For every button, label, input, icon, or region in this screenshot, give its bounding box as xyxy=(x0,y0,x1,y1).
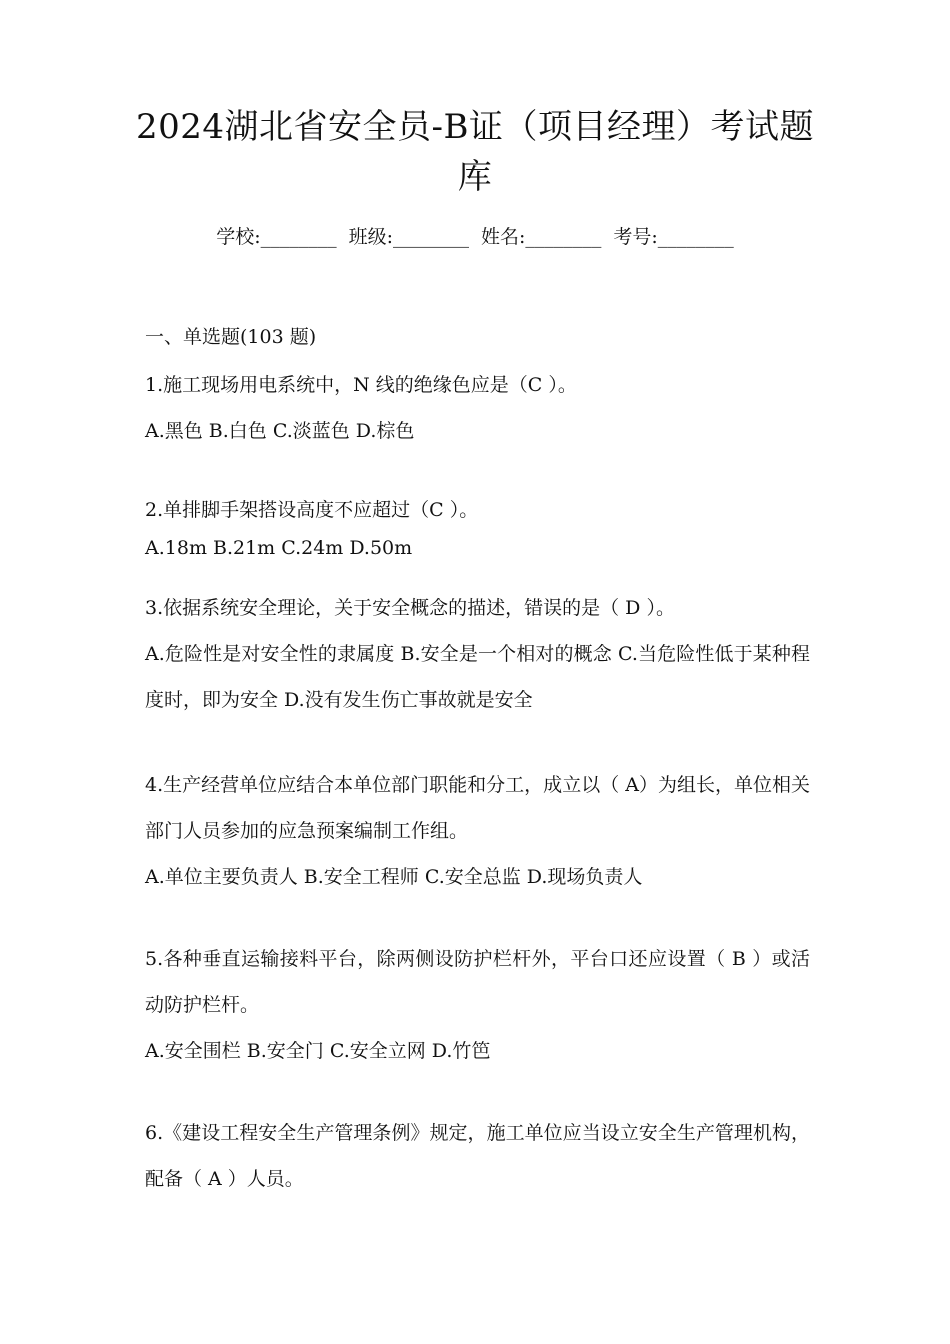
question-stem: 2.单排脚手架搭设高度不应超过（C ）。 xyxy=(145,499,479,521)
question-5 xyxy=(145,936,810,1074)
question-stem: 4.生产经营单位应结合本单位部门职能和分工，成立以（ A）为组长，单位相关部门人员参加的应急预案编制工作组。 xyxy=(145,774,810,842)
question-stem: 5.各种垂直运输接料平台，除两侧设防护栏杆外，平台口还应设置（ B ）或活动防护栏杆。 xyxy=(145,948,810,1016)
section-heading: 一、单选题(103 题) xyxy=(145,326,317,348)
question-3 xyxy=(145,585,810,723)
question-options: A.18m B.21m C.24m D.50m xyxy=(145,537,413,559)
name-field: 姓名:________ xyxy=(481,226,602,248)
question-options: A.危险性是对安全性的隶属度 B.安全是一个相对的概念 C.当危险性低于某种程度时，即为安全 D.没有发生伤亡事故就是安全 xyxy=(145,643,810,711)
question-2 xyxy=(145,487,810,563)
question-options: A.单位主要负责人 B.安全工程师 C.安全总监 D.现场负责人 xyxy=(145,866,643,888)
question-stem: 6.《建设工程安全生产管理条例》规定，施工单位应当设立安全生产管理机构，配备（ A ）人员。 xyxy=(145,1122,810,1190)
class-field: 班级:________ xyxy=(348,226,469,248)
question-4 xyxy=(145,762,810,900)
school-field: 学校:________ xyxy=(216,226,337,248)
question-options: A.安全围栏 B.安全门 C.安全立网 D.竹笆 xyxy=(145,1040,491,1062)
question-stem: 3.依据系统安全理论，关于安全概念的描述，错误的是（ D ）。 xyxy=(145,597,675,619)
student-info-line xyxy=(0,222,950,249)
question-6 xyxy=(145,1110,810,1202)
question-stem: 1.施工现场用电系统中，N 线的绝缘色应是（C ）。 xyxy=(145,374,577,396)
question-1 xyxy=(145,362,810,454)
exam-number-field: 考号:________ xyxy=(613,226,734,248)
document-title: 2024湖北省安全员-B证（项目经理）考试题库 xyxy=(136,107,814,197)
question-options: A.黑色 B.白色 C.淡蓝色 D.棕色 xyxy=(145,420,415,442)
